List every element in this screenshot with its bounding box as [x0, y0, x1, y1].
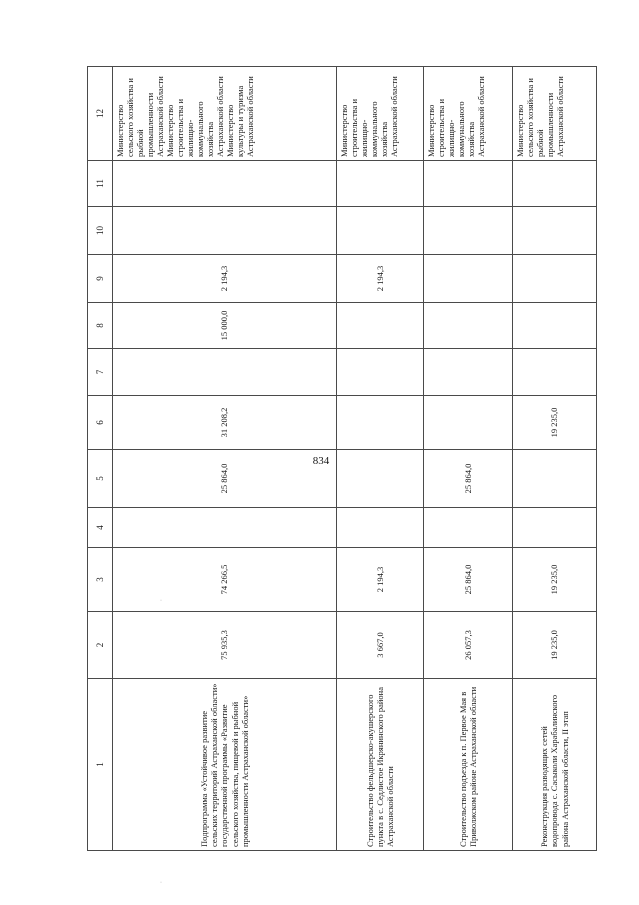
value-cell: [424, 396, 513, 450]
scan-speck: ·: [160, 598, 162, 604]
value-cell: 2 194,3: [113, 255, 337, 303]
header-cell: 4: [88, 508, 113, 548]
value-cell: [424, 508, 513, 548]
row-name-cell: Строительство подъезда к п. Первое Мая в Приволжском районе Астраханской области: [424, 679, 513, 851]
value-cell: [113, 508, 337, 548]
value-cell: [113, 207, 337, 255]
header-row: [88, 67, 113, 851]
value-cell: [337, 396, 424, 450]
value-cell: [113, 349, 337, 396]
budget-table: [87, 66, 597, 851]
value-cell: 31 208,2: [113, 396, 337, 450]
table-row: [424, 67, 513, 851]
value-cell: 2 194,3: [337, 548, 424, 612]
responsible-org-cell: Министерство строительства и жилищно-коммунального хозяйства Астраханской области: [424, 67, 513, 161]
row-name-cell: Реконструкция разводящих сетей водопровода с. Сасыколи Харабалинского района Астраханской области, II этап: [513, 679, 597, 851]
value-cell: 25 864,0: [424, 450, 513, 508]
row-name-cell: Строительство фельдшерско-акушерского пункта в с. Седлистое Икрянинского района Астраханской области: [337, 679, 424, 851]
header-cell: 10: [88, 207, 113, 255]
header-cell: 7: [88, 349, 113, 396]
value-cell: [424, 161, 513, 207]
table-row: [113, 67, 337, 851]
header-cell: 12: [88, 67, 113, 161]
value-cell: 3 667,0: [337, 612, 424, 679]
value-cell: [424, 255, 513, 303]
rotated-table-container: [87, 67, 573, 851]
value-cell: [424, 207, 513, 255]
header-cell: 3: [88, 548, 113, 612]
header-cell: 6: [88, 396, 113, 450]
value-cell: 19 235,0: [513, 396, 597, 450]
table-row: [513, 67, 597, 851]
value-cell: 15 000,0: [113, 303, 337, 349]
value-cell: [337, 207, 424, 255]
value-cell: [513, 161, 597, 207]
value-cell: [513, 450, 597, 508]
value-cell: 19 235,0: [513, 612, 597, 679]
value-cell: 75 935,3: [113, 612, 337, 679]
responsible-org-cell: Министерство сельского хозяйства и рыбной промышленности Астраханской области: [513, 67, 597, 161]
value-cell: [337, 508, 424, 548]
header-cell: 5: [88, 450, 113, 508]
scan-speck: ·: [160, 880, 162, 886]
header-cell: 2: [88, 612, 113, 679]
value-cell: 74 266,5: [113, 548, 337, 612]
value-cell: [424, 303, 513, 349]
value-cell: [424, 349, 513, 396]
value-cell: [513, 207, 597, 255]
value-cell: 26 057,3: [424, 612, 513, 679]
responsible-org-cell: Министерство сельского хозяйства и рыбной промышленности Астраханской области Министерство строительства и жилищно-коммунального хозяйства Астраханской области Министерство культуры и туризма Астраханской области: [113, 67, 337, 161]
value-cell: [113, 161, 337, 207]
value-cell: 19 235,0: [513, 548, 597, 612]
value-cell: [513, 255, 597, 303]
header-cell: 9: [88, 255, 113, 303]
value-cell: [337, 450, 424, 508]
responsible-org-cell: Министерство строительства и жилищно-коммунального хозяйства Астраханской области: [337, 67, 424, 161]
header-cell: 8: [88, 303, 113, 349]
value-cell: 2 194,3: [337, 255, 424, 303]
value-cell: 25 864,0: [424, 548, 513, 612]
page-number: 834: [312, 455, 330, 467]
table-row: [337, 67, 424, 851]
header-cell: 1: [88, 679, 113, 851]
row-name-cell: Подпрограмма «Устойчивое развитие сельских территорий Астраханской области» государственной программы «Развитие сельского хозяйства, пищевой и рыбной промышленности Астраханской области»: [113, 679, 337, 851]
value-cell: [337, 303, 424, 349]
value-cell: [513, 508, 597, 548]
header-cell: 11: [88, 161, 113, 207]
value-cell: [337, 349, 424, 396]
value-cell: [337, 161, 424, 207]
value-cell: [513, 303, 597, 349]
value-cell: 25 864,0: [113, 450, 337, 508]
value-cell: [513, 349, 597, 396]
